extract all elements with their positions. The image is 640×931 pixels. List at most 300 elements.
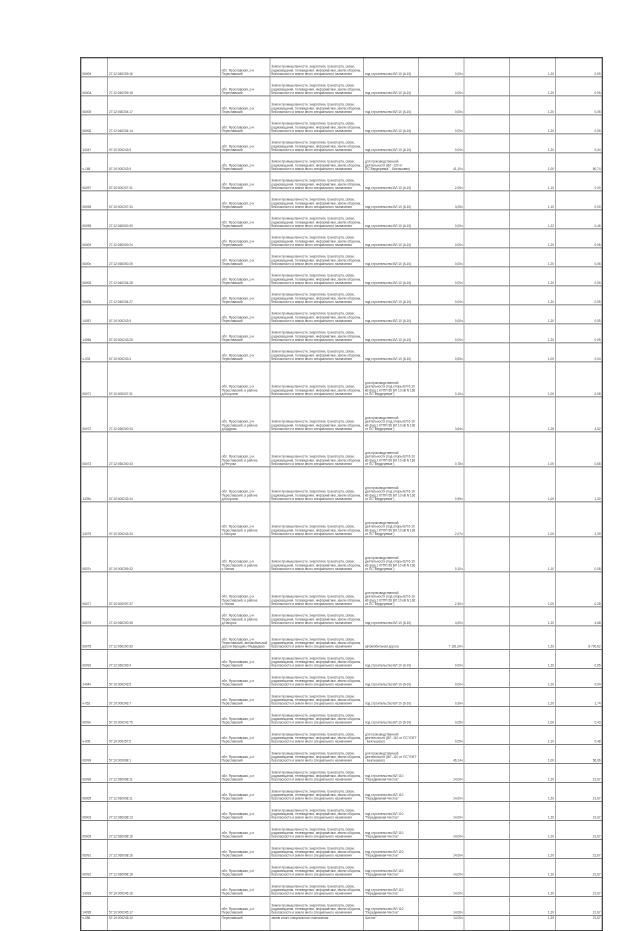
- cell-location: обл. Ярославская, р-н Переславский: [220, 267, 270, 286]
- cell-value: 0,08: [555, 537, 602, 572]
- cell-location: обл. Ярославская, р-н Переславский: [220, 668, 270, 687]
- cell-record-id: ч-005: [81, 725, 108, 744]
- cell-coefficient: 1,20: [510, 267, 556, 286]
- cell-coefficient: 1,00: [510, 362, 556, 397]
- cell-blank: [464, 432, 510, 467]
- table-row: [81, 896, 603, 915]
- cell-value: 0,65: [555, 432, 602, 467]
- cell-location: обл. Ярославская, р-н Переславский: [220, 839, 270, 858]
- land-parcels-table: [80, 57, 603, 931]
- cell-area: 0,00ч: [418, 210, 464, 229]
- cell-value: 21,67: [555, 801, 602, 820]
- cell-land-category: Земли промышленности, энергетики, транспорта, связи, радиовещания, телевидения, информатики, земли обороны, безопасности и земли иного специального назначения: [270, 58, 364, 77]
- cell-coefficient: 1,00: [510, 572, 556, 607]
- cell-land-category: Земли промышленности, энергетики, транспорта, связи, радиовещания, телевидения, информатики, земли обороны, безопасности и земли иного специального назначения: [270, 502, 364, 537]
- cell-area: 14,00ч: [418, 763, 464, 782]
- cell-land-category: земли иного специального назначения: [270, 915, 364, 930]
- cell-area: 0,00ч: [418, 324, 464, 343]
- cell-cadastral-number: 27:12:060098:16: [108, 820, 221, 839]
- cell-blank: [464, 782, 510, 801]
- cell-area: 0,00ч: [418, 649, 464, 668]
- cell-value: 0,00: [555, 191, 602, 210]
- cell-cadastral-number: 57:10:000243:3: [108, 343, 221, 362]
- cell-coefficient: 1,20: [510, 115, 556, 134]
- cell-land-category: Земли промышленности, энергетики, транспорта, связи, радиовещания, телевидения, информатики, земли обороны, безопасности и земли иного специального назначения: [270, 305, 364, 324]
- cell-area: 0,00ч: [418, 115, 464, 134]
- table-row: [81, 744, 603, 763]
- cell-permitted-use: для производственной деятельности (под опоры ВЛ 6-10 кВ фид.1 КТПП-56 ВЛ 10 кВ N 136 от ПС"Вердеревка"): [364, 467, 419, 502]
- cell-location: обл. Ярославская, р-н Переславский: [220, 172, 270, 191]
- cell-record-id: ч-052: [81, 687, 108, 706]
- cell-cadastral-number: 57:10:000243:9: [108, 153, 221, 172]
- cell-location: обл. Ярославская, р-н Переславский: [220, 96, 270, 115]
- cell-location: обл. Ярославская, р-н Переславский, в районе с.Нагорье: [220, 502, 270, 537]
- table-row: [81, 572, 603, 607]
- table-row: [81, 115, 603, 134]
- cell-cadastral-number: 57:10:000207:31: [108, 172, 221, 191]
- cell-coefficient: 1,10: [510, 725, 556, 744]
- cell-cadastral-number: 57:10:000243:9: [108, 134, 221, 153]
- cell-record-id: 06099: [81, 744, 108, 763]
- cell-cadastral-number: 57:10:000097:37: [108, 572, 221, 607]
- cell-record-id: 0607ч: [81, 537, 108, 572]
- cell-blank: [464, 58, 510, 77]
- table-row: [81, 626, 603, 650]
- cell-value: 60,74: [555, 153, 602, 172]
- cell-blank: [464, 362, 510, 397]
- cell-blank: [464, 210, 510, 229]
- cell-coefficient: 1,20: [510, 96, 556, 115]
- cell-land-category: Земли промышленности, энергетики, транспорта, связи, радиовещания, телевидения, информатики, земли обороны, безопасности и земли иного специального назначения: [270, 763, 364, 782]
- cell-coefficient: 1,20: [510, 896, 556, 915]
- cell-area: 0,99ч: [418, 687, 464, 706]
- cell-value: 0,46: [555, 210, 602, 229]
- cell-cadastral-number: 27:12:060200:33: [108, 432, 221, 467]
- cell-permitted-use: под строительство ВЛ 10 (6-10): [364, 210, 419, 229]
- cell-coefficient: 1,00: [510, 502, 556, 537]
- cell-land-category: Земли промышленности, энергетики, транспорта, связи, радиовещания, телевидения, информатики, земли обороны, безопасности и земли иного специального назначения: [270, 782, 364, 801]
- cell-location: обл. Ярославская, р-н Переславский: [220, 343, 270, 362]
- cell-record-id: 0600А: [81, 77, 108, 96]
- cell-blank: [464, 229, 510, 248]
- cell-location: обл. Ярославская, р-н Переславский: [220, 877, 270, 896]
- cell-land-category: Земли промышленности, энергетики, транспорта, связи, радиовещания, телевидения, информатики, земли обороны, безопасности и земли иного специального назначения: [270, 267, 364, 286]
- cell-record-id: 06091: [81, 839, 108, 858]
- cell-area: 0,00ч: [418, 248, 464, 267]
- cell-blank: [464, 248, 510, 267]
- cell-coefficient: 1,10: [510, 191, 556, 210]
- cell-cadastral-number: 27:12:060098:13: [108, 801, 221, 820]
- cell-location: обл. Ярославская, р-н Переславский: [220, 153, 270, 172]
- cell-location: обл. Ярославская, р-н Переславский: [220, 763, 270, 782]
- cell-blank: [464, 858, 510, 877]
- cell-value: 0,28: [555, 572, 602, 607]
- cell-permitted-use: для производственной деятельности (ВЛ -120 от ПС"Вердеревка" - Бектышево): [364, 153, 419, 172]
- cell-value: 0,48: [555, 725, 602, 744]
- cell-permitted-use: под строительство ВЛ 110 "Передвижная-Чистое": [364, 801, 419, 820]
- cell-cadastral-number: 57:10:000243:34: [108, 502, 221, 537]
- cell-blank: [464, 763, 510, 782]
- cell-record-id: 0600ч: [81, 248, 108, 267]
- cell-permitted-use: под строительство ВЛ 110 "Передвижная-Чистое": [364, 858, 419, 877]
- cell-permitted-use: под строительство ВЛ 110 "Передвижная-Чистое": [364, 763, 419, 782]
- cell-value: 21,67: [555, 820, 602, 839]
- cell-land-category: Земли промышленности, энергетики, транспорта, связи, радиовещания, телевидения, информатики, земли обороны, безопасности и земли иного специального назначения: [270, 649, 364, 668]
- cell-coefficient: 1,00: [510, 706, 556, 725]
- cell-area: 14,00ч: [418, 858, 464, 877]
- table-row: [81, 801, 603, 820]
- cell-value: 21,67: [555, 915, 602, 930]
- cell-area: 0,00ч: [418, 305, 464, 324]
- cell-record-id: 06075: [81, 626, 108, 650]
- cell-area: 3,05ч: [418, 191, 464, 210]
- cell-location: обл. Ярославская, р-н Переславский: [220, 77, 270, 96]
- cell-record-id: 06072: [81, 397, 108, 432]
- cell-blank: [464, 801, 510, 820]
- cell-record-id: 06097: [81, 172, 108, 191]
- cell-blank: [464, 744, 510, 763]
- cell-cadastral-number: 27:12:060098:18: [108, 858, 221, 877]
- cell-land-category: Земли промышленности, энергетики, транспорта, связи, радиовещания, телевидения, информатики, земли обороны, безопасности и земли иного специального назначения: [270, 725, 364, 744]
- cell-permitted-use: для производственной деятельности (под опоры ВЛ 6-10 кВ фид.1 КТПП-56 ВЛ 10 кВ N 136 от ПС"Вердеревка"): [364, 432, 419, 467]
- table-row: [81, 725, 603, 744]
- cell-permitted-use: под строительство ВЛ 10 (6-10): [364, 649, 419, 668]
- cell-value: 0,04: [555, 134, 602, 153]
- cell-location: обл. Ярославская, р-н Переславский: [220, 210, 270, 229]
- cell-value: 0,05: [555, 286, 602, 305]
- cell-location: обл. Ярославская, р-н Переславский: [220, 858, 270, 877]
- cell-cadastral-number: 27:12:060209:18: [108, 77, 221, 96]
- cell-land-category: Земли промышленности, энергетики, транспорта, связи, радиовещания, телевидения, информатики, земли обороны, безопасности и земли иного специального назначения: [270, 858, 364, 877]
- table-row: [81, 820, 603, 839]
- cell-area: 0,10ч: [418, 362, 464, 397]
- cell-cadastral-number: 57:10:000007:31: [108, 362, 221, 397]
- cell-area: 14,00ч: [418, 782, 464, 801]
- cell-coefficient: 1,00: [510, 343, 556, 362]
- cell-land-category: Земли промышленности, энергетики, транспорта, связи, радиовещания, телевидения, информатики, земли обороны, безопасности и земли иного специального назначения: [270, 467, 364, 502]
- cell-record-id: 1404ч: [81, 668, 108, 687]
- cell-blank: [464, 706, 510, 725]
- cell-record-id: 14047: [81, 134, 108, 153]
- cell-area: 14,00ч: [418, 801, 464, 820]
- cell-cadastral-number: 27:12:060000:24: [108, 229, 221, 248]
- cell-coefficient: 1,20: [510, 248, 556, 267]
- cell-area: 0,00ч: [418, 134, 464, 153]
- table-row: [81, 858, 603, 877]
- cell-location: обл. Ярославская, р-н Переславский: [220, 706, 270, 725]
- cell-coefficient: 1,00: [510, 467, 556, 502]
- cell-record-id: 06096: [81, 191, 108, 210]
- cell-location: обл. Ярославская, р-н Переславский: [220, 820, 270, 839]
- cell-area: 14,00ч: [418, 896, 464, 915]
- cell-coefficient: 1,00: [510, 432, 556, 467]
- cell-permitted-use: для производственной деятельности (под опоры ВЛ 6-10 кВ фид.1 КТПП-56 ВЛ 10 кВ N 136 от ПС"Вердеревка"): [364, 537, 419, 572]
- cell-coefficient: 1,00: [510, 744, 556, 763]
- cell-cadastral-number: 27:12:060204:27: [108, 286, 221, 305]
- cell-land-category: Земли промышленности, энергетики, транспорта, связи, радиовещания, телевидения, информатики, земли обороны, безопасности и земли иного специального назначения: [270, 115, 364, 134]
- cell-coefficient: 1,20: [510, 820, 556, 839]
- cell-value: 0,05: [555, 115, 602, 134]
- cell-cadastral-number: 27:12:060098:11: [108, 763, 221, 782]
- cell-land-category: Земли промышленности, энергетики, транспорта, связи, радиовещания, телевидения, информатики, земли обороны, безопасности и земли иного специального назначения: [270, 229, 364, 248]
- cell-blank: [464, 267, 510, 286]
- cell-blank: [464, 649, 510, 668]
- cell-land-category: Земли промышленности, энергетики, транспорта, связи, радиовещания, телевидения, информатики, земли обороны, безопасности и земли иного специального назначения: [270, 572, 364, 607]
- table-row: [81, 134, 603, 153]
- cell-record-id: ч-168: [81, 153, 108, 172]
- table-row: [81, 58, 603, 77]
- cell-area: 14,00ч: [418, 820, 464, 839]
- cell-permitted-use: для производственной деятельности (ВЛ -110 от ПС"ЛЭП" - Бектышево): [364, 744, 419, 763]
- cell-location: обл. Ярославская, р-н Переславский, в районе с.Уселки: [220, 572, 270, 607]
- cell-land-category: Земли промышленности, энергетики, транспорта, связи, радиовещания, телевидения, информатики, земли обороны, безопасности и земли иного специального назначения: [270, 607, 364, 626]
- table-row: [81, 229, 603, 248]
- table-row: [81, 782, 603, 801]
- cell-land-category: Земли промышленности, энергетики, транспорта, связи, радиовещания, телевидения, информатики, земли обороны, безопасности и земли иного специального назначения: [270, 286, 364, 305]
- cell-area: 14,00ч: [418, 915, 464, 930]
- cell-value: 0,06: [555, 229, 602, 248]
- cell-coefficient: 1,20: [510, 668, 556, 687]
- cell-record-id: 06009: [81, 229, 108, 248]
- table-row: [81, 687, 603, 706]
- cell-value: 21,67: [555, 839, 602, 858]
- cell-permitted-use: для производственной деятельности (под опоры ВЛ 6-10 кВ фид.1 КТПП-56 ВЛ 10 кВ N 136 от ПС"Вердеревка"): [364, 502, 419, 537]
- cell-value: 0,05: [555, 324, 602, 343]
- cell-area: 0,00ч: [418, 286, 464, 305]
- cell-blank: [464, 915, 510, 930]
- cell-permitted-use: под строительство ВЛ 10 (6-10): [364, 58, 419, 77]
- cell-area: 0,05ч: [418, 725, 464, 744]
- cell-location: обл. Ярославская, р-н Переславский: [220, 229, 270, 248]
- cell-record-id: ч-056: [81, 915, 108, 930]
- cell-value: 0,06: [555, 248, 602, 267]
- cell-cadastral-number: 57:10:000098:1: [108, 744, 221, 763]
- cell-record-id: 06005: [81, 267, 108, 286]
- cell-record-id: 0609ч: [81, 706, 108, 725]
- cell-value: 0,05: [555, 649, 602, 668]
- cell-cadastral-number: 57:10:000245:17: [108, 896, 221, 915]
- cell-land-category: Земли промышленности, энергетики, транспорта, связи, радиовещания, телевидения, информатики, земли обороны, безопасности и земли иного специального назначения: [270, 397, 364, 432]
- cell-value: 21,67: [555, 763, 602, 782]
- cell-coefficient: 1,00: [510, 153, 556, 172]
- cell-cadastral-number: 57:10:000243:34: [108, 467, 221, 502]
- cell-blank: [464, 172, 510, 191]
- cell-coefficient: 1,20: [510, 77, 556, 96]
- cell-permitted-use: под строительство ВЛ 110 "Передвижная-Чистое": [364, 782, 419, 801]
- table-row: [81, 877, 603, 896]
- cell-permitted-use: под строительство ВЛ 110 "Передвижная-Чистое": [364, 896, 419, 915]
- cell-land-category: Земли промышленности, энергетики, транспорта, связи, радиовещания, телевидения, информатики, земли обороны, безопасности и земли иного специального назначения: [270, 537, 364, 572]
- cell-location: обл. Ярославская, р-н Переславский: [220, 115, 270, 134]
- cell-area: 46,14ч: [418, 744, 464, 763]
- cell-value: 1,39: [555, 502, 602, 537]
- cell-location: обл. Ярославская, р-н Переславский, в районе д.Ретунки: [220, 432, 270, 467]
- cell-land-category: Земли промышленности, энергетики, транспорта, связи, радиовещания, телевидения, информатики, земли обороны, безопасности и земли иного специального назначения: [270, 896, 364, 915]
- table-row: [81, 191, 603, 210]
- table-row: [81, 668, 603, 687]
- cell-permitted-use: для производственной деятельности (ВЛ -110 от ПС"ЛЭП" - Бектышево): [364, 725, 419, 744]
- cell-value: 0,05: [555, 96, 602, 115]
- table-row: [81, 77, 603, 96]
- cell-value: 21,67: [555, 896, 602, 915]
- cell-permitted-use: под строительство ВЛ 10 (6-10): [364, 96, 419, 115]
- cell-cadastral-number: 57:10:000243:25: [108, 324, 221, 343]
- cell-cadastral-number: 27:12:060200:39: [108, 626, 221, 650]
- cell-record-id: 14066: [81, 324, 108, 343]
- cell-coefficient: 1,20: [510, 649, 556, 668]
- cell-area: 0,78ч: [418, 432, 464, 467]
- cell-record-id: 06079: [81, 607, 108, 626]
- table-row: [81, 248, 603, 267]
- cell-area: 0,95ч: [418, 467, 464, 502]
- cell-record-id: 14095: [81, 896, 108, 915]
- cell-permitted-use: под строительство ВЛ 10 (6-10): [364, 229, 419, 248]
- cell-cadastral-number: 27:12:060098:16: [108, 839, 221, 858]
- table-row: [81, 286, 603, 305]
- cell-coefficient: 1,20: [510, 229, 556, 248]
- cell-record-id: 06092: [81, 858, 108, 877]
- cell-location: обл. Ярославская, р-н Переславский: [220, 191, 270, 210]
- cell-coefficient: 1,20: [510, 915, 556, 930]
- cell-location: обл. Ярославская, р-н Переславский, в районе д.Нагорье: [220, 607, 270, 626]
- cell-record-id: 06096: [81, 763, 108, 782]
- cell-location: Переславский: [220, 915, 270, 930]
- cell-land-category: Земли промышленности, энергетики, транспорта, связи, радиовещания, телевидения, информатики, земли обороны, безопасности и земли иного специального назначения: [270, 77, 364, 96]
- cell-value: 0,08: [555, 362, 602, 397]
- cell-value: 0,04: [555, 668, 602, 687]
- cell-value: 0,04: [555, 343, 602, 362]
- cell-blank: [464, 725, 510, 744]
- cell-location: обл. Ярославская, р-н Переславский: [220, 687, 270, 706]
- cell-coefficient: 1,20: [510, 877, 556, 896]
- cell-blank: [464, 191, 510, 210]
- cell-record-id: 06006: [81, 286, 108, 305]
- cell-permitted-use: под строительство ВЛ 10 (6-10): [364, 286, 419, 305]
- table-row: [81, 649, 603, 668]
- cell-area: 0,00ч: [418, 96, 464, 115]
- cell-area: 4,00ч: [418, 607, 464, 626]
- cell-coefficient: 1,20: [510, 763, 556, 782]
- cell-permitted-use: под строительство ВЛ 10 (6-10): [364, 115, 419, 134]
- cell-location: обл. Ярославская, р-н Переславский: [220, 248, 270, 267]
- cell-cadastral-number: 57:10:000243:9: [108, 305, 221, 324]
- cell-blank: [464, 626, 510, 650]
- table-row: [81, 537, 603, 572]
- cell-value: 0,05: [555, 267, 602, 286]
- cell-area: 0,00ч: [418, 58, 464, 77]
- cell-record-id: 1405ч: [81, 467, 108, 502]
- cell-blank: [464, 77, 510, 96]
- cell-record-id: 14075: [81, 502, 108, 537]
- table-row: [81, 96, 603, 115]
- cell-land-category: Земли промышленности, энергетики, транспорта, связи, радиовещания, телевидения, информатики, земли обороны, безопасности и земли иного специального назначения: [270, 191, 364, 210]
- cell-blank: [464, 572, 510, 607]
- cell-value: 4,68: [555, 607, 602, 626]
- cell-cadastral-number: 57:10:000207:34: [108, 191, 221, 210]
- table-row: [81, 153, 603, 172]
- cell-blank: [464, 96, 510, 115]
- cell-blank: [464, 607, 510, 626]
- cell-area: 2,30ч: [418, 572, 464, 607]
- table-row: [81, 763, 603, 782]
- cell-value: 1,74: [555, 687, 602, 706]
- cell-coefficient: 1,20: [510, 324, 556, 343]
- cell-land-category: Земли промышленности, энергетики, транспорта, связи, радиовещания, телевидения, информатики, земли обороны, безопасности и земли иного специального назначения: [270, 343, 364, 362]
- cell-permitted-use: под строительство ВЛ 10 (6-10): [364, 305, 419, 324]
- cell-coefficient: 1,28: [510, 397, 556, 432]
- cell-permitted-use: для производственной деятельности (под опоры ВЛ 6-10 кВ фид.1 КТПП-56 ВЛ 10 кВ N 136 от ПС"Вердеревка"): [364, 362, 419, 397]
- cell-blank: [464, 324, 510, 343]
- cell-value: 21,67: [555, 858, 602, 877]
- cell-value: 0,05: [555, 77, 602, 96]
- cell-land-category: Земли промышленности, энергетики, транспорта, связи, радиовещания, телевидения, информатики, земли обороны, безопасности и земли иного специального назначения: [270, 744, 364, 763]
- cell-blank: [464, 502, 510, 537]
- cell-permitted-use: под строительство ВЛ 110 "Передвижная-Чистое": [364, 839, 419, 858]
- cell-area: 14,00ч: [418, 877, 464, 896]
- cell-area: 14,00ч: [418, 839, 464, 858]
- cell-cadastral-number: 27:12:060098:11: [108, 782, 221, 801]
- cell-permitted-use: под строительство ВЛ 10 (6-10): [364, 706, 419, 725]
- cell-location: обл. Ярославская, р-н Переславский: [220, 896, 270, 915]
- cell-cadastral-number: 27:12:060000:25: [108, 248, 221, 267]
- cell-permitted-use: под строительство ВЛ 110 "Передвижная-Чистое": [364, 820, 419, 839]
- table-row: [81, 172, 603, 191]
- cell-cadastral-number: 57:10:000209:32: [108, 537, 221, 572]
- cell-area: 0,10ч: [418, 537, 464, 572]
- cell-coefficient: 1,20: [510, 687, 556, 706]
- cell-cadastral-number: 57:10:000257:5: [108, 725, 221, 744]
- cell-permitted-use: под строительство ВЛ 10 (6-10): [364, 191, 419, 210]
- cell-coefficient: 1,20: [510, 839, 556, 858]
- cell-value: 4,52: [555, 397, 602, 432]
- cell-location: обл. Ярославская, р-н Переславский: [220, 725, 270, 744]
- table-row: [81, 432, 603, 467]
- cell-cadastral-number: 27:12:060204:14: [108, 115, 221, 134]
- cell-record-id: 06009: [81, 58, 108, 77]
- cell-cadastral-number: 57:10:000245:16: [108, 877, 221, 896]
- cell-record-id: 06077: [81, 572, 108, 607]
- cell-cadastral-number: 57:10:000243:7: [108, 687, 221, 706]
- cell-value: 0,05: [555, 305, 602, 324]
- table-row: [81, 502, 603, 537]
- cell-record-id: 06005: [81, 96, 108, 115]
- cell-location: обл. Ярославская, р-н Переславский: [220, 324, 270, 343]
- cell-location: обл. Ярославская, р-н Переславский: [220, 286, 270, 305]
- cell-cadastral-number: 27:12:060204:28: [108, 267, 221, 286]
- cell-coefficient: 1,20: [510, 305, 556, 324]
- cell-coefficient: 1,10: [510, 537, 556, 572]
- cell-cadastral-number: 27:12:060204:17: [108, 96, 221, 115]
- cell-value: 0,00: [555, 172, 602, 191]
- cell-location: обл. Ярославская, р-н Переславский: [220, 58, 270, 77]
- cell-location: обл. Ярославская, р-н Переславский: [220, 801, 270, 820]
- table-row: [81, 324, 603, 343]
- cell-area: 41,10ч: [418, 153, 464, 172]
- table-row: [81, 397, 603, 432]
- table-row: [81, 839, 603, 858]
- cell-blank: [464, 397, 510, 432]
- cell-value: 1,30: [555, 467, 602, 502]
- cell-permitted-use: для производственной деятельности (под опоры ВЛ 6-10 кВ фид.1 КТПП-56 ВЛ 10 кВ N 136 от ПС"Вердеревка"): [364, 397, 419, 432]
- cell-blank: [464, 286, 510, 305]
- cell-permitted-use: под строительство ВЛ 10 (6-10): [364, 668, 419, 687]
- cell-coefficient: 1,22: [510, 210, 556, 229]
- cell-coefficient: 1,10: [510, 172, 556, 191]
- cell-land-category: Земли промышленности, энергетики, транспорта, связи, радиовещания, телевидения, информатики, земли обороны, безопасности и земли иного специального назначения: [270, 324, 364, 343]
- table-row: [81, 467, 603, 502]
- cell-record-id: 06073: [81, 432, 108, 467]
- cell-permitted-use: под строительство ВЛ 10 (6-10): [364, 343, 419, 362]
